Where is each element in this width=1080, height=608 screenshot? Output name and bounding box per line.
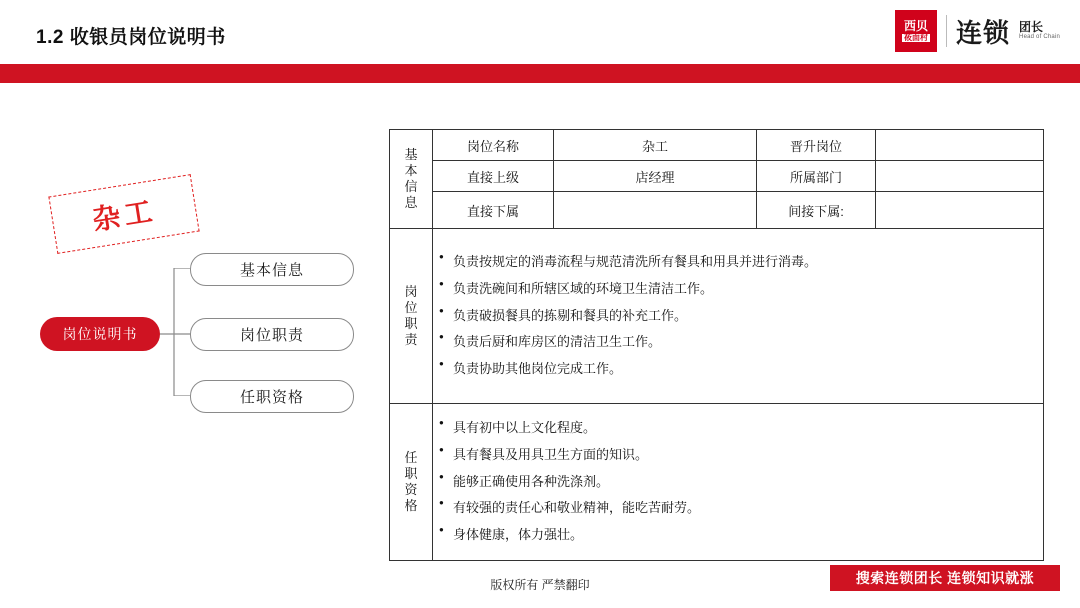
diagram-branch-duties (190, 318, 354, 351)
brand-logo-bottom-text: 莜面村 (904, 33, 929, 43)
list-item: ● 负责后厨和库房区的清洁卫生工作。 (439, 329, 1037, 356)
cell-promotion-key: 晋升岗位 (757, 130, 876, 161)
list-item: ● 身体健康，体力强壮。 (439, 522, 1037, 549)
list-item: ● 能够正确使用各种洗涤剂。 (439, 469, 1037, 496)
diagram-connectors (160, 268, 190, 396)
cell-direct-reports-value (554, 192, 757, 229)
table-row (390, 229, 1044, 404)
brand-name: 连锁 (956, 17, 1011, 48)
cell-indirect-reports-key: 间接下属: (757, 192, 876, 229)
copyright-text: 版权所有 严禁翻印 (490, 578, 590, 592)
table-row (390, 192, 1044, 229)
brand-subtitle-en: Head of Chain (1019, 34, 1060, 41)
page-title: 1.2 收银员岗位说明书 (36, 27, 226, 48)
list-item: ● 负责洗碗间和所辖区域的环境卫生清洁工作。 (439, 276, 1037, 303)
brand-divider (946, 15, 947, 47)
brand-lockup (895, 10, 1060, 52)
diagram-branch-label: 基本信息 (239, 262, 304, 279)
diagram-root-node (40, 317, 160, 351)
list-item: ● 有较强的责任心和敬业精神，能吃苦耐劳。 (439, 495, 1037, 522)
diagram-root-label: 岗位说明书 (62, 326, 138, 342)
diagram-branch-label: 任职资格 (239, 389, 304, 406)
cell-promotion-value (876, 130, 1044, 161)
brand-subtitle (1019, 21, 1060, 42)
qualifications-list (433, 404, 1044, 561)
brand-subtitle-cn: 团长 (1019, 19, 1044, 34)
section-label-basic-info: 基 本 信 息 (390, 130, 433, 229)
list-item: ● 具有初中以上文化程度。 (439, 415, 1037, 442)
table-row (390, 404, 1044, 561)
stamp-label: 杂工 (90, 195, 159, 236)
diagram-branch-label: 岗位职责 (239, 327, 304, 344)
section-label-qualifications: 任 职 资 格 (390, 404, 433, 561)
list-item: ● 负责协助其他岗位完成工作。 (439, 356, 1037, 383)
cell-department-value (876, 161, 1044, 192)
cell-position-name-value: 杂工 (554, 130, 757, 161)
list-item: ● 具有餐具及用具卫生方面的知识。 (439, 442, 1037, 469)
table-row (390, 161, 1044, 192)
cell-indirect-reports-value (876, 192, 1044, 229)
section-label-duties: 岗 位 职 责 (390, 229, 433, 404)
cell-supervisor-key: 直接上级 (433, 161, 554, 192)
cell-direct-reports-key: 直接下属 (433, 192, 554, 229)
cell-supervisor-value: 店经理 (554, 161, 757, 192)
footer-promo-banner: 搜索连锁团长 连锁知识就涨 (830, 565, 1060, 591)
stamp-badge (48, 174, 199, 254)
diagram-branch-quals (190, 380, 354, 413)
cell-department-key: 所属部门 (757, 161, 876, 192)
diagram-branch-basic-info (190, 253, 354, 286)
list-item: ● 负责按规定的消毒流程与规范清洗所有餐具和用具并进行消毒。 (439, 249, 1037, 276)
xibei-logo-icon (895, 10, 937, 52)
header-red-bar (0, 64, 1080, 83)
job-description-table (389, 129, 1044, 561)
duties-list (433, 229, 1044, 404)
cell-position-name-key: 岗位名称 (433, 130, 554, 161)
table-row (390, 130, 1044, 161)
list-item: ● 负责破损餐具的拣剔和餐具的补充工作。 (439, 303, 1037, 330)
brand-logo-top-text: 西贝 (904, 18, 929, 33)
